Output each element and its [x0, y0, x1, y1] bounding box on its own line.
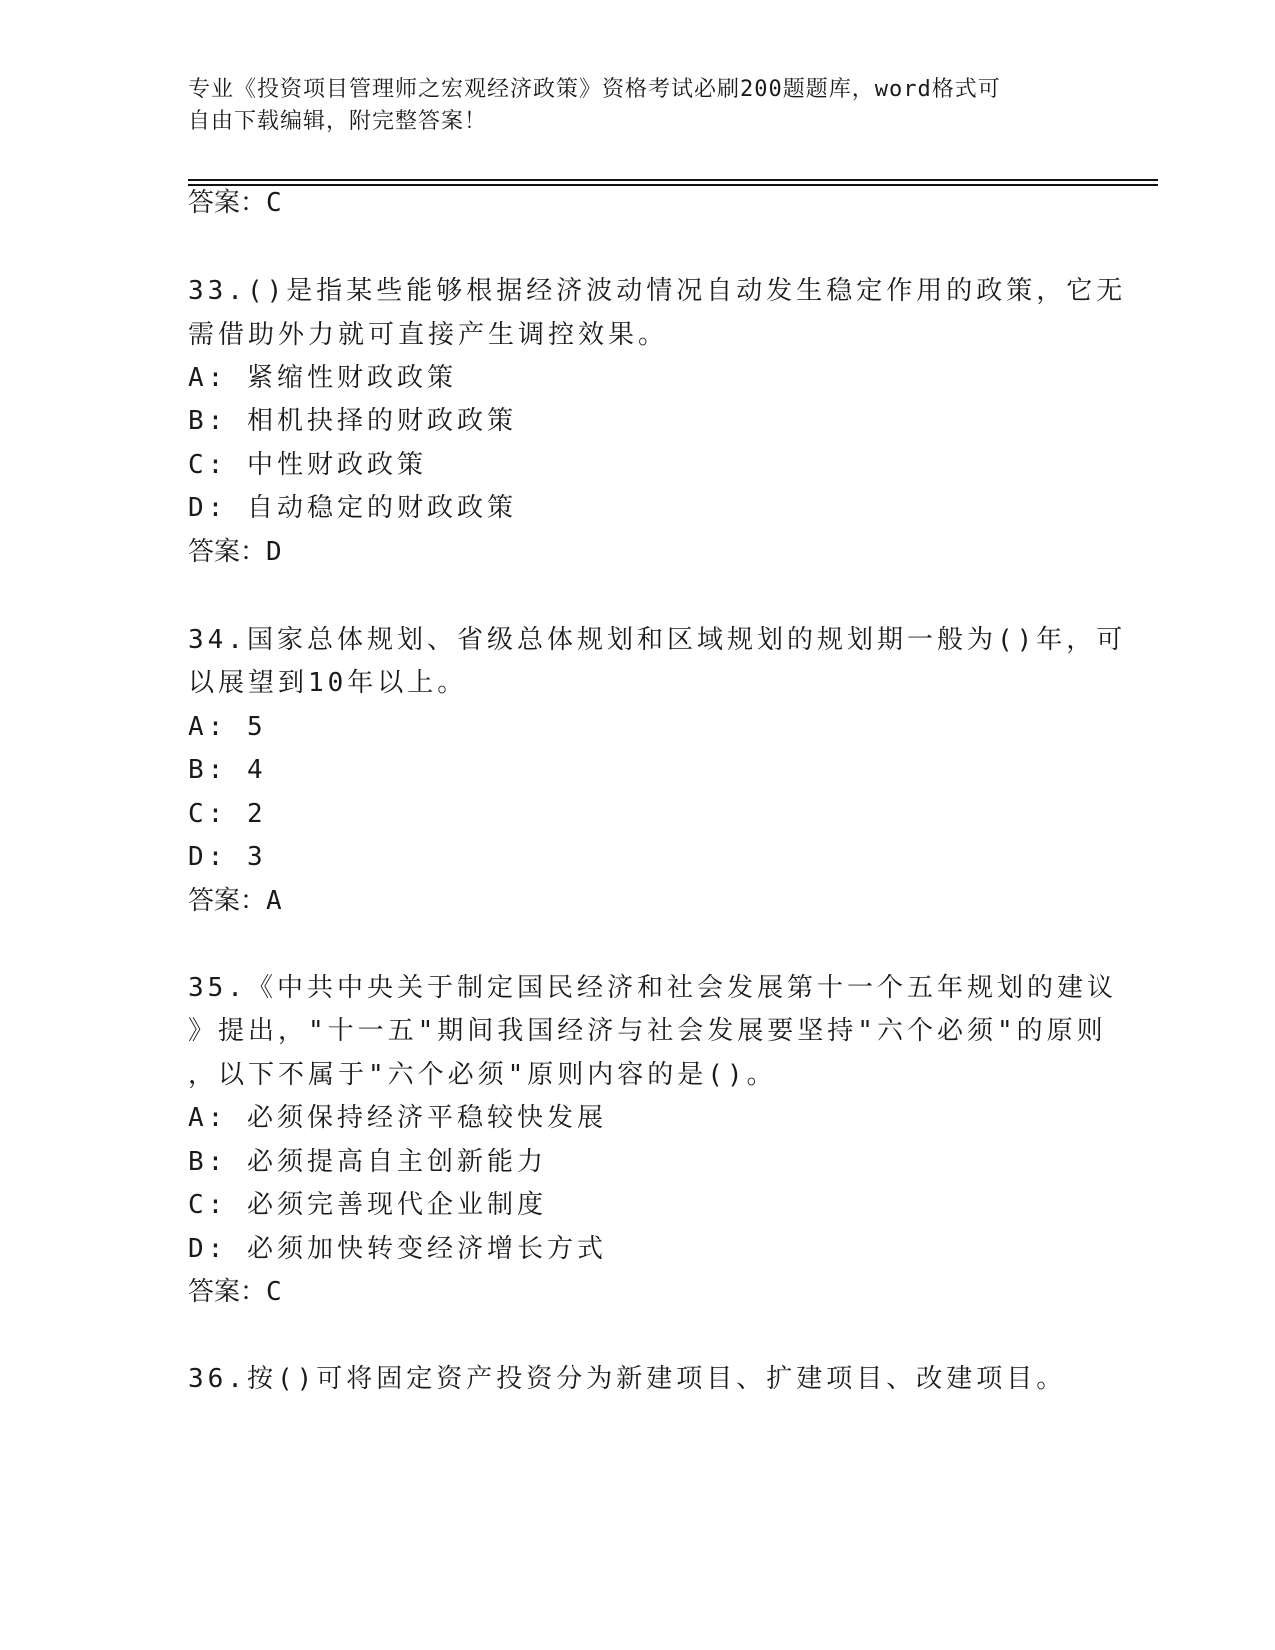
option-d: D: 自动稳定的财政政策: [188, 493, 517, 523]
option-c: C: 必须完善现代企业制度: [188, 1190, 547, 1220]
header-rule-top: [188, 179, 1158, 181]
question-text-line: 36.按()可将固定资产投资分为新建项目、扩建项目、改建项目。: [188, 1364, 1067, 1394]
option-a: A: 5: [188, 712, 267, 742]
question-text-line: 35.《中共中央关于制定国民经济和社会发展第十一个五年规划的建议: [188, 973, 1117, 1003]
option-b: B: 4: [188, 755, 267, 785]
answer-line: [188, 188, 282, 218]
answer-label: 答案：: [188, 537, 267, 567]
answer-line: [188, 1277, 282, 1307]
question-text-line: 以展望到10年以上。: [188, 668, 468, 698]
option-a: A: 必须保持经济平稳较快发展: [188, 1103, 607, 1133]
document-header: [188, 74, 1068, 138]
answer-line: [188, 886, 282, 916]
header-line-1: 专业《投资项目管理师之宏观经济政策》资格考试必刷200题题库，word格式可: [188, 77, 1001, 102]
option-c: C: 中性财政政策: [188, 450, 427, 480]
header-rule-bottom: [188, 184, 1158, 186]
question-text-line: ，以下不属于"六个必须"原则内容的是()。: [188, 1060, 777, 1090]
option-b: B: 相机抉择的财政政策: [188, 406, 517, 436]
option-d: D: 必须加快转变经济增长方式: [188, 1234, 607, 1264]
header-line-2: 自由下载编辑，附完整答案！: [188, 109, 488, 134]
answer-value: C: [266, 188, 282, 218]
question-text-line: 33.()是指某些能够根据经济波动情况自动发生稳定作用的政策，它无: [188, 276, 1127, 306]
answer-value: C: [266, 1277, 282, 1307]
answer-value: D: [266, 537, 282, 567]
answer-label: 答案：: [188, 188, 267, 218]
answer-line: [188, 537, 282, 567]
option-b: B: 必须提高自主创新能力: [188, 1147, 547, 1177]
option-d: D: 3: [188, 842, 267, 872]
answer-label: 答案：: [188, 1277, 267, 1307]
question-text-line: 需借助外力就可直接产生调控效果。: [188, 320, 669, 350]
question-text-line: 34.国家总体规划、省级总体规划和区域规划的规划期一般为()年，可: [188, 625, 1127, 655]
option-c: C: 2: [188, 799, 267, 829]
option-a: A: 紧缩性财政政策: [188, 363, 457, 393]
question-text-line: 》提出，"十一五"期间我国经济与社会发展要坚持"六个必须"的原则: [188, 1016, 1107, 1046]
answer-value: A: [266, 886, 282, 916]
answer-label: 答案：: [188, 886, 267, 916]
